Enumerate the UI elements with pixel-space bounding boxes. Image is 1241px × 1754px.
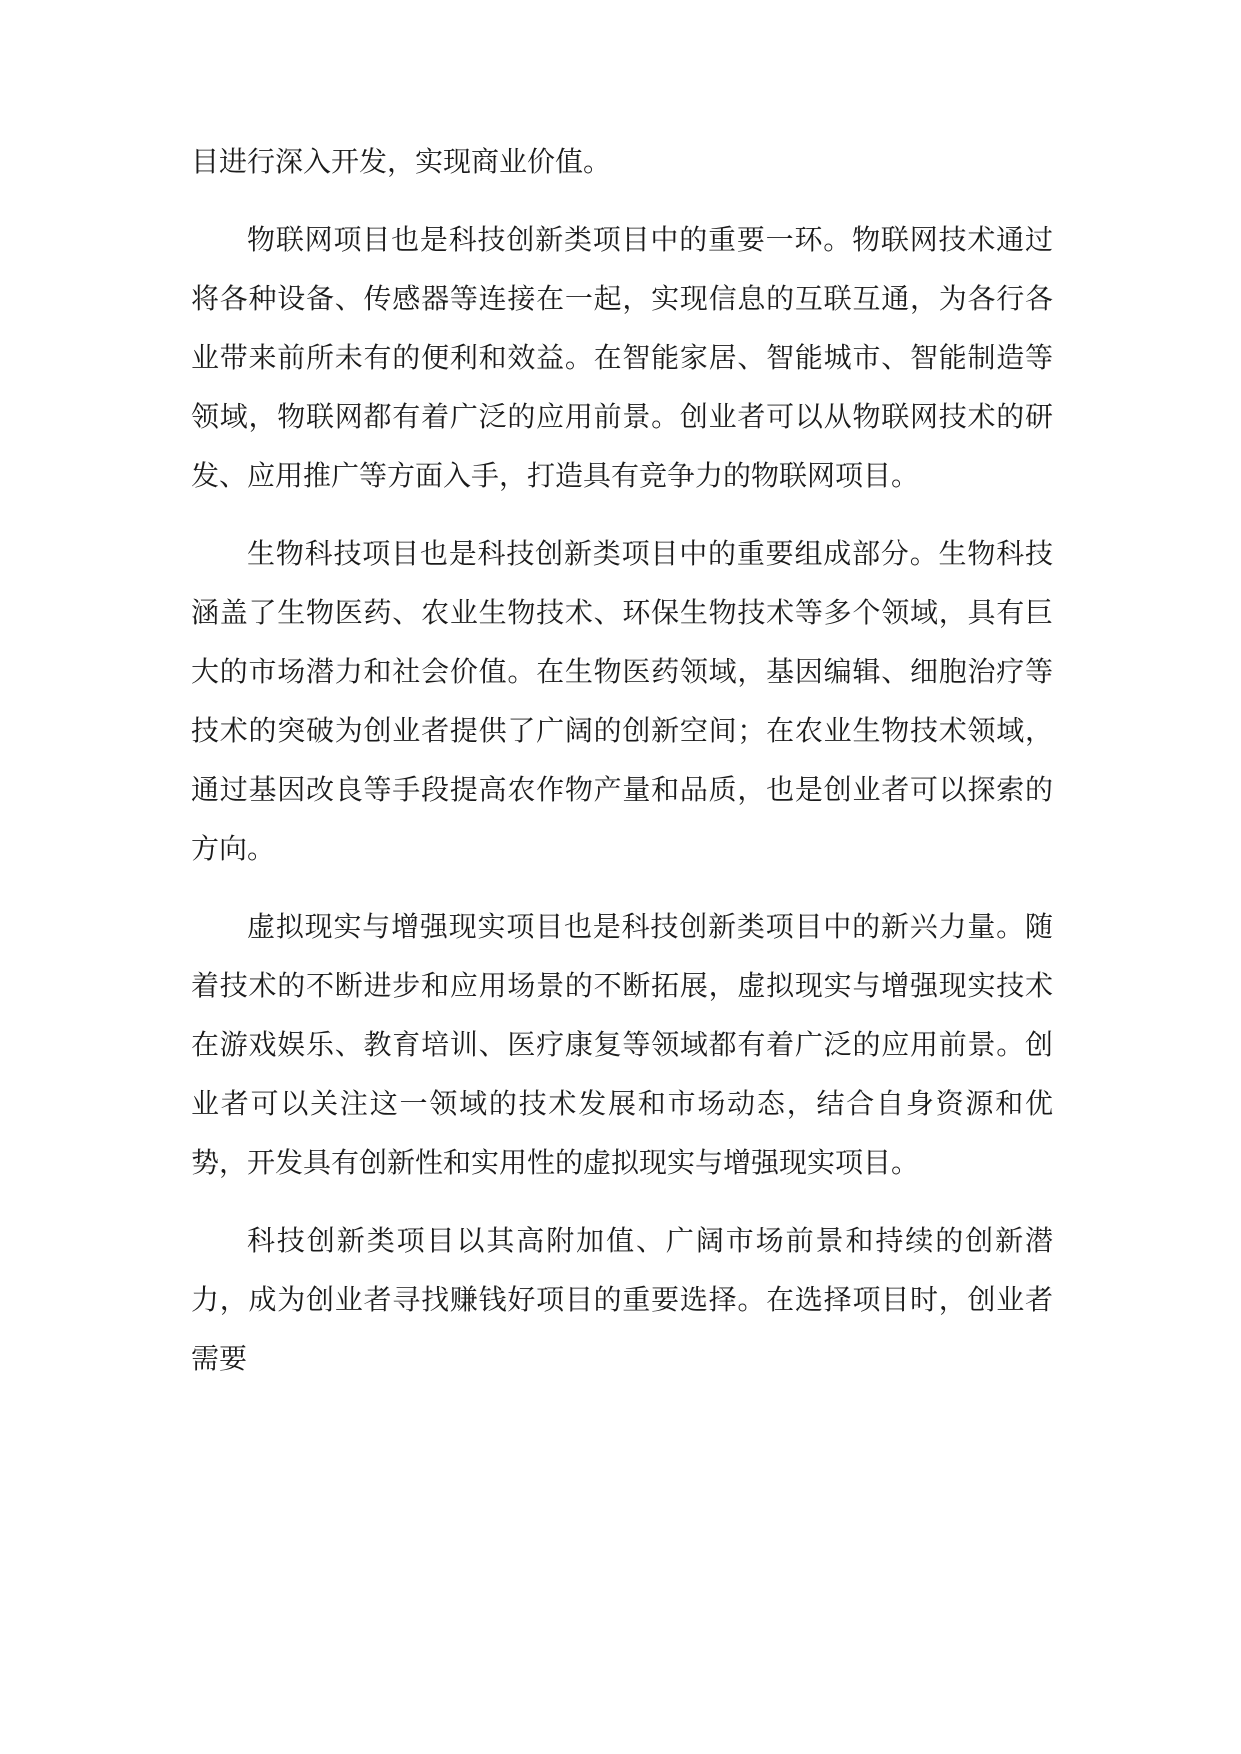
paragraph-biotech: 生物科技项目也是科技创新类项目中的重要组成部分。生物科技涵盖了生物医药、农业生物技术、环保生物技术等多个领域，具有巨大的市场潜力和社会价值。在生物医药领域，基因编辑、细胞治疗等技术的突破为创业者提供了广阔的创新空间；在农业生物技术领域，通过基因改良等手段提高农作物产量和品质，也是创业者可以探索的方向。	[191, 537, 1053, 865]
paragraph-iot: 物联网项目也是科技创新类项目中的重要一环。物联网技术通过将各种设备、传感器等连接在一起，实现信息的互联互通，为各行各业带来前所未有的便利和效益。在智能家居、智能城市、智能制造等领域，物联网都有着广泛的应用前景。创业者可以从物联网技术的研发、应用推广等方面入手，打造具有竞争力的物联网项目。	[191, 223, 1053, 492]
document-body	[191, 132, 1053, 1407]
paragraph-continued: 目进行深入开发，实现商业价值。	[191, 145, 612, 178]
paragraph-vr-ar: 虚拟现实与增强现实项目也是科技创新类项目中的新兴力量。随着技术的不断进步和应用场景的不断拓展，虚拟现实与增强现实技术在游戏娱乐、教育培训、医疗康复等领域都有着广泛的应用前景。创业者可以关注这一领域的技术发展和市场动态，结合自身资源和优势，开发具有创新性和实用性的虚拟现实与增强现实项目。	[191, 910, 1053, 1179]
paragraph-summary: 科技创新类项目以其高附加值、广阔市场前景和持续的创新潜力，成为创业者寻找赚钱好项目的重要选择。在选择项目时，创业者需要	[191, 1224, 1053, 1375]
